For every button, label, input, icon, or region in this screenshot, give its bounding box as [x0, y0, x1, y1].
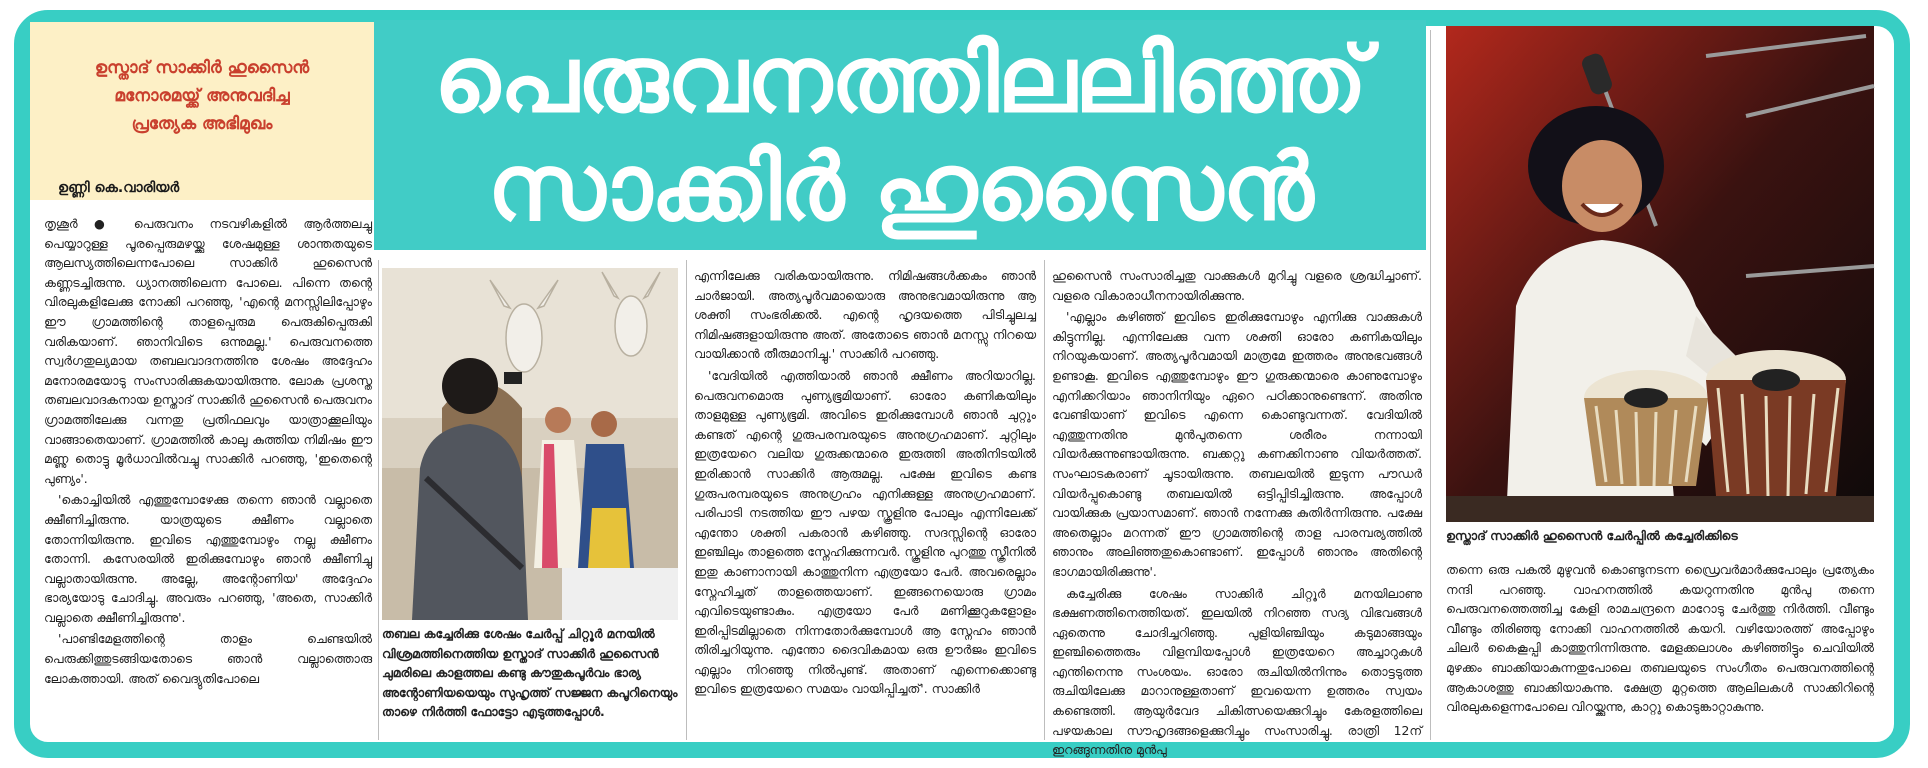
paragraph: 'കൊച്ചിയിൽ എത്തുമ്പോഴേക്കു തന്നെ ഞാൻ വല്ലാതെ ക്ഷീണിച്ചിരുന്നു. യാത്രയുടെ ക്ഷീണം വല്ലാതെ തോന്നിയിരുന്നു. ഇവിടെ എത്തുമ്പോഴും നല്ല ക്ഷീണം തോന്നി. കസേരയിൽ ഇരിക്കുമ്പോഴും ഞാൻ ക്ഷീണിച്ചു വല്ലാതായിരുന്നു. അല്ലേ, അന്റോണിയ' അദ്ദേഹം ഭാര്യയോടു ചോദിച്ചു. അവരും പറഞ്ഞു, 'അതെ, സാക്കിർ വല്ലാതെ ക്ഷീണിച്ചിരുന്നു'.	[44, 492, 372, 625]
paragraph: 'വേദിയിൽ എത്തിയാൽ ഞാൻ ക്ഷീണം അറിയാറില്ല. പെരുവനമൊരു പുണ്യഭൂമിയാണ്. ഓരോ കണികയിലും താളമുള്ള പുണ്യഭൂമി. അവിടെ ഇരിക്കുമ്പോൾ ഞാൻ ചുറ്റും കണ്ടത് എന്റെ ഗുരുപരമ്പരയുടെ അനുഗ്രഹമാണ്. ചുറ്റിലും ഇത്രയേറെ വലിയ ഗുരുക്കന്മാരെ ഇരുത്തി അതിനിടയിൽ ഇരിക്കാൻ സാക്കിർ ആരുമല്ല. പക്ഷേ ഇവിടെ കണ്ട ഗുരുപരമ്പരയുടെ അനുഗ്രഹം എനിക്കുള്ള അനുഗ്രഹമാണ്. പരിപാടി നടത്തിയ ഈ പഴയ സ്കൂളിനു പോലും എന്നിലേക്ക് എന്തോ ശക്തി പകരാൻ കഴിഞ്ഞു. സദസ്സിന്റെ ഓരോ ഇഞ്ചിലും താളത്തെ സ്നേഹിക്കുന്നവർ. സ്കൂളിനു പുറത്തു സ്ക്രീനിൽ ഇതു കാണാനായി കാത്തുനിന്ന എത്രയോ പേർ. അവരെല്ലാം സ്നേഹിച്ചത് താളത്തെയാണ്. ഇങ്ങനെയൊരു ഗ്രാമം എവിടെയുണ്ടാകും. എത്രയോ പേർ മണിക്കൂറുകളോളം ഇരിപ്പിടമില്ലാതെ നിന്നതോർക്കുമ്പോൾ ആ സ്നേഹം ഞാൻ തിരിച്ചറിയുന്നു. എന്തോ ദൈവികമായ ഒരു ഊർജം ഇവിടെ എല്ലാം നിറഞ്ഞു നിൽപുണ്ട്. അതാണ് എന്നെക്കൊണ്ടു ഇവിടെ ഇത്രയേറെ സമയം വായിപ്പിച്ചത്'. സാക്കിർ	[694, 367, 1036, 697]
paragraph: ഹുസൈൻ സംസാരിച്ചതു വാക്കുകൾ മുറിച്ചു വളരെ ശ്രദ്ധിച്ചാണ്. വളരെ വികാരാധീനനായിരിക്കുന്നു.	[1052, 268, 1422, 303]
intro-line-1: ഉസ്താദ് സാക്കിർ ഹുസൈൻ	[94, 58, 310, 78]
paragraph: കച്ചേരിക്കു ശേഷം സാക്കിർ ചിറ്റൂർ മനയിലാണു ഭക്ഷണത്തിനെത്തിയത്. ഇലയിൽ നിറഞ്ഞ സദ്യ വിഭവങ്ങൾ ഏതെന്നു ചോദിച്ചറിഞ്ഞു. പുളിയിഞ്ചിയും കടുമാങ്ങയും ഇഞ്ചിത്തൈരും വിളമ്പിയപ്പോൾ ഇത്രയേറെ അച്ചാറുകൾ എന്തിനെന്നു സംശയം. ഓരോ രുചിയിൽനിന്നും തൊട്ടടുത്ത രുചിയിലേക്കു മാറാനുള്ളതാണ് ഇവയെന്ന ഉത്തരം സ്വയം കണ്ടെത്തി. ആയുർവേദ ചികിത്സയെക്കുറിച്ചും കേരളത്തിലെ പഴയകാല സൗഹൃദങ്ങളെക്കുറിച്ചും സംസാരിച്ചു. രാത്രി 12ന് ഇറങ്ങുന്നതിനു മുൻപു	[1052, 585, 1422, 758]
headline-line-2: സാക്കിർ ഹുസൈൻ	[487, 134, 1313, 241]
column-rule	[378, 260, 379, 740]
intro-line-2: മനോരമയ്ക്ക് അനുവദിച്ച	[114, 86, 290, 106]
paragraph: തൃശൂർ ● പെരുവനം നടവഴികളിൽ ആർത്തലച്ചു പെയ്യാറുള്ള പൂരപ്പെരുമഴയ്ക്കു ശേഷമുള്ള ശാന്തതയുടെ ആലസ്യത്തിലെന്നപോലെ സാക്കിർ ഹുസൈൻ കണ്ണടച്ചിരുന്നു. ധ്യാനത്തിലെന്ന പോലെ. പിന്നെ തന്റെ വിരലുകളിലേക്കു നോക്കി പറഞ്ഞു, 'എന്റെ മനസ്സിലിപ്പോഴും ഈ ഗ്രാമത്തിന്റെ താളപ്പെരുമ പെരുകിപ്പെരുകി വരികയാണ്. ഞാനിവിടെ ഒന്നുമല്ല.' പെരുവനത്തെ സ്വർഗതുല്യമായ തബലവാദനത്തിനു ശേഷം അദ്ദേഹം മനോരമയോടു സംസാരിക്കുകയായിരുന്നു. ലോക പ്രശസ്ത തബലവാദകനായ ഉസ്താദ് സാക്കിർ ഹുസൈൻ പെരുവനം ഗ്രാമത്തിലേക്കു വന്നതു പ്രതിഫലവും യാത്രാക്കൂലിയും വാങ്ങാതെയാണ്. ഗ്രാമത്തിൽ കാലു കുത്തിയ നിമിഷം ഈ മണ്ണു തൊട്ടു മൂർധാവിൽവച്ചു സാക്കിർ പറഞ്ഞു, 'ഇതെന്റെ പുണ്യം'.	[44, 216, 372, 486]
column-rule	[1044, 260, 1045, 740]
headline-box	[374, 20, 1426, 250]
caption-photo-mana: തബല കച്ചേരിക്കു ശേഷം ചേർപ്പ് ചിറ്റൂർ മനയിൽ വിശ്രമത്തിനെത്തിയ ഉസ്താദ് സാക്കിർ ഹുസൈൻ ചുമരിലെ കാളത്തല കണ്ടു കൗതുകപൂർവം ഭാര്യ അന്റോണിയയെയും സുഹൃത്ത് സജ്ജന കപൂറിനെയും താഴെ നിർത്തി ഫോട്ടോ എടുത്തപ്പോൾ.	[382, 626, 678, 720]
column-2	[694, 266, 1036, 744]
byline: ഉണ്ണി കെ.വാരിയർ	[58, 180, 180, 196]
photo-tabla-image	[1446, 26, 1874, 522]
paragraph: എന്നിലേക്കു വരികയായിരുന്നു. നിമിഷങ്ങൾക്കകം ഞാൻ ചാർജായി. അത്യപൂർവമായൊരു അനുഭവമായിരുന്നു ആ ശക്തി സംഭരിക്കൽ. എന്റെ ഹൃദയത്തെ പിടിച്ചുലച്ച നിമിഷങ്ങളായിരുന്നു അത്. അതോടെ ഞാൻ മനസ്സു നിറയെ വായിക്കാൻ തീരുമാനിച്ചു.' സാക്കിർ പറഞ്ഞു.	[694, 268, 1036, 362]
headline	[374, 26, 1426, 242]
paragraph: തന്നെ ഒരു പകൽ മുഴുവൻ കൊണ്ടുനടന്ന ഡ്രൈവർമാർക്കുപോലും പ്രത്യേകം നന്ദി പറഞ്ഞു. വാഹനത്തിൽ കയറുന്നതിനു മുൻപു തന്നെ പെരുവനത്തെത്തിച്ച കേളി രാമചന്ദ്രനെ മാറോടു ചേർത്തു നിർത്തി. വീണ്ടും വീണ്ടും തിരിഞ്ഞു നോക്കി വാഹനത്തിൽ കയറി. വഴിയോരത്ത് അപ്പോഴും ചിലർ കൈകൂപ്പി കാത്തുനിന്നിരുന്നു. മേളക്കലാശം കഴിഞ്ഞിട്ടും ചെവിയിൽ മുഴക്കം ബാക്കിയാകുന്നതുപോലെ തബലയുടെ സംഗീതം പെരുവനത്തിന്റെ ആകാശത്തു ബാക്കിയാകുന്നു. ക്ഷേത്ര മുറ്റത്തെ ആലിലകൾ സാക്കിറിന്റെ വിരലുകളെന്നപോലെ വിറയ്ക്കുന്നു, കാറ്റു കൊടുങ്കാറ്റാകുന്നു.	[1446, 562, 1874, 715]
column-1	[44, 214, 372, 744]
photo-tabla	[1446, 26, 1874, 522]
caption-photo-tabla: ഉസ്താദ് സാക്കിർ ഹുസൈൻ ചേർപ്പിൽ കച്ചേരിക്കിടെ	[1446, 528, 1738, 543]
intro-box	[30, 22, 374, 200]
intro-text	[36, 54, 368, 138]
column-4	[1446, 560, 1874, 746]
column-rule	[1430, 30, 1431, 740]
photo-mana-image	[382, 268, 678, 620]
column-3	[1052, 266, 1422, 758]
headline-line-1: പെരുവനത്തിലലിഞ്ഞ്	[433, 26, 1367, 133]
paragraph: 'എല്ലാം കഴിഞ്ഞ് ഇവിടെ ഇരിക്കുമ്പോഴും എനിക്കു വാക്കുകൾ കിട്ടുന്നില്ല. എന്നിലേക്കു വന്ന ശക്തി ഓരോ കണികയിലും നിറയുകയാണ്. അത്യപൂർവമായി മാത്രമേ ഇത്തരം അനുഭവങ്ങൾ ഉണ്ടാകൂ. ഇവിടെ എത്തുമ്പോഴും ഈ ഗുരുക്കന്മാരെ കാണുമ്പോഴും എനിക്കറിയാം ഞാനിനിയും ഏറെ പഠിക്കാനുണ്ടെന്ന്. അതിനു വേണ്ടിയാണ് ഇവിടെ എന്നെ കൊണ്ടുവന്നത്. വേദിയിൽ എത്തുന്നതിനു മുൻപുതന്നെ ശരീരം നന്നായി വിയർക്കുന്നുണ്ടായിരുന്നു. ബക്കറ്റു കണക്കിനാണു വിയർത്തത്. സംഘാടകരാണ് ചൂടായിരുന്നു. തബലയിൽ ഇടുന്ന പൗഡർ വിയർപ്പുകൊണ്ടു തബലയിൽ ഒട്ടിപ്പിടിച്ചിരുന്നു. അപ്പോൾ വായിക്കുക പ്രയാസമാണ്. ഞാൻ നന്നേക്കു കുതിർന്നിരുന്നു. പക്ഷേ അതെല്ലാം മറന്നത് ഈ ഗ്രാമത്തിന്റെ താള പാരമ്പര്യത്തിൽ ഞാനും അലിഞ്ഞതുകൊണ്ടാണ്. ഇപ്പോൾ ഞാനും അതിന്റെ ഭാഗമായിരിക്കുന്നു'.	[1052, 309, 1422, 579]
column-rule	[686, 260, 687, 740]
photo-mana	[382, 268, 678, 620]
intro-line-3: പ്രത്യേക അഭിമുഖം	[131, 114, 273, 134]
paragraph: 'പാണ്ടിമേളത്തിന്റെ താളം ചെണ്ടയിൽ പെരുക്കിത്തുടങ്ങിയതോടെ ഞാൻ വല്ലാത്തൊരു ലോകത്തായി. അത് വൈദ്യുതിപോലെ	[44, 631, 372, 686]
